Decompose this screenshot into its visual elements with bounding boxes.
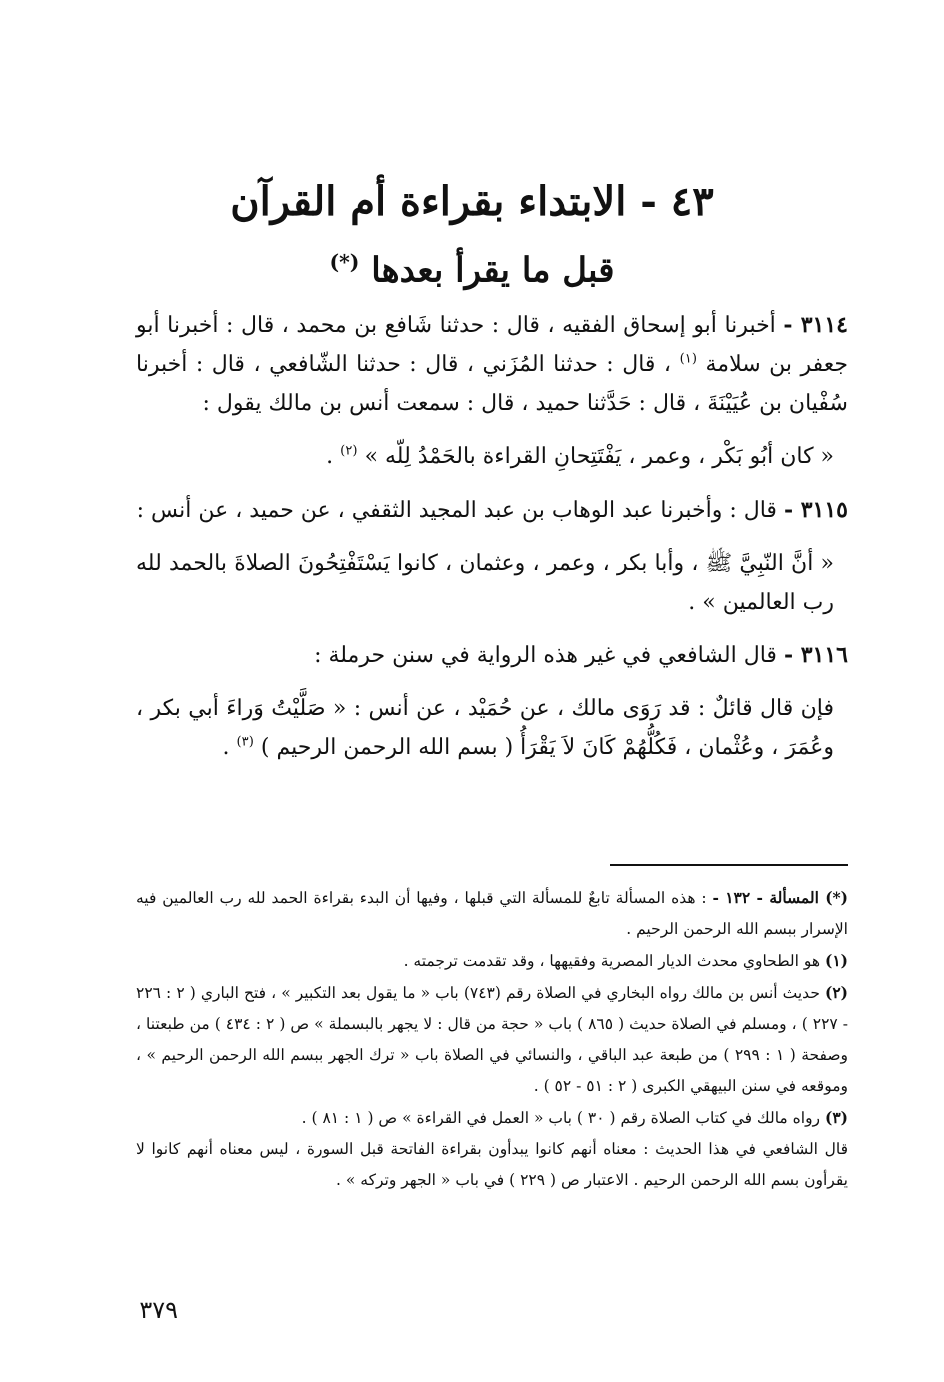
footnote-label: (*) المسألة - ١٣٢ - xyxy=(712,888,848,907)
footnote-2 xyxy=(136,977,848,1102)
hadith-3114 xyxy=(136,306,848,423)
footnote-3-continued xyxy=(136,1134,848,1196)
hadith-text: قال الشافعي في غير هذه الرواية في سنن حرملة : xyxy=(314,643,777,669)
footnote-1 xyxy=(136,945,848,977)
footnote-label: (٣) xyxy=(824,1108,848,1127)
quote-text: « كان أبُو بَكْر ، وعمر ، يَفْتَتِحانِ القراءة بالحَمْدُ لِلّه » xyxy=(364,444,834,470)
footnote-issue xyxy=(136,882,848,945)
page-number: ٣٧٩ xyxy=(139,1296,178,1324)
chapter-title: ٤٣ - الابتداء بقراءة أم القرآن xyxy=(230,178,714,225)
hadith-number: ٣١١٦ - xyxy=(783,642,848,669)
footnote-ref: (٢) xyxy=(340,444,358,460)
quote-text: « أنَّ النّبِيَّ ﷺ ، وأبا بكر ، وعمر ، وعثمان ، كانوا يَسْتَفْتِحُونَ الصلاةَ بالحمد لله رب العالمين » . xyxy=(136,550,834,615)
hadith-text: قال : وأخبرنا عبد الوهاب بن عبد المجيد الثقفي ، عن حميد ، عن أنس : xyxy=(136,497,777,523)
quote-end: . xyxy=(326,444,334,470)
quote-text: فإن قال قائلٌ : قد رَوَى مالك ، عن حُمَيْد ، عن أنس : « صَلَّيْتُ وَراءَ أبي بكر ، وعُمَرَ ، وعُثْمان ، فَكُلُّهُمْ كَانَ لاَ يَقْرَأُ ( بسم الله الرحمن الرحيم ) xyxy=(136,696,834,761)
footnote-3 xyxy=(136,1102,848,1134)
footnote-text: : هذه المسألة تابعٌ للمسألة التي قبلها ، وفيها أن البدء بقراءة الحمد لله رب العالمين فيه الإسرار ببسم الله الرحمن الرحيم . xyxy=(136,889,848,938)
hadith-3116 xyxy=(136,636,848,675)
hadith-3114-quote xyxy=(136,437,848,476)
hadith-number: ٣١١٥ - xyxy=(783,496,848,523)
subtitle-note-mark: (*) xyxy=(329,250,360,274)
hadith-text: أخبرنا أبو إسحاق الفقيه ، قال : حدثنا شَافع بن محمد ، قال : أخبرنا أبو جعفر بن سلامة xyxy=(136,313,848,378)
footnote-label: (٢) xyxy=(824,983,848,1002)
footnote-label: (١) xyxy=(824,951,848,970)
footnote-text: قال الشافعي في هذا الحديث : معناه أنهم كانوا يبدأون بقراءة الفاتحة قبل السورة ، ليس معناه أنهم كانوا لا يقرأون بسم الله الرحمن الرحيم . الاعتبار ص ( ٢٢٩ ) في باب « الجهر وتركه » . xyxy=(136,1140,848,1189)
hadith-3115-quote xyxy=(136,544,848,622)
hadith-text-continued: ، قال : حدثنا المُزَني ، قال : حدثنا الشّافعي ، قال : أخبرنا سُفْيان بن عُيَيْنَةَ ، قال : حَدَّثنا حميد ، قال : سمعت أنس بن مالك يقول : xyxy=(136,352,848,417)
hadith-3115 xyxy=(136,491,848,530)
chapter-subtitle xyxy=(100,250,844,290)
footnote-divider xyxy=(610,864,848,866)
hadith-number: ٣١١٤ - xyxy=(783,312,848,338)
footnotes xyxy=(136,882,848,1196)
footnote-ref: (٣) xyxy=(236,735,254,751)
footnote-text: هو الطحاوي محدث الديار المصرية وفقيهها ، وقد تقدمت ترجمته . xyxy=(403,952,821,970)
hadith-body xyxy=(136,306,848,782)
footnote-text: رواه مالك في كتاب الصلاة رقم ( ٣٠ ) باب « العمل في القراءة » ص ( ١ : ٨١ ) . xyxy=(301,1109,821,1127)
footnote-text: حديث أنس بن مالك رواه البخاري في الصلاة رقم (٧٤٣) باب « ما يقول بعد التكبير » ، فتح الباري ( ٢ : ٢٢٦ - ٢٢٧ ) ، ومسلم في الصلاة حديث ( ٨٦٥ ) باب « حجة من قال : لا يجهر بالبسملة » ص ( ٢ : ٤٣٤ ) من طبعتنا ، وصفحة ( ١ : ٢٩٩ ) من طبعة عبد الباقي ، والنسائي في الصلاة باب « ترك الجهر ببسم الله الرحمن الرحيم » ، وموقعه في سنن البيهقي الكبرى ( ٢ : ٥١ - ٥٢ ) . xyxy=(136,984,849,1095)
subtitle-text: قبل ما يقرأ بعدها xyxy=(371,250,615,291)
hadith-3116-quote xyxy=(136,689,848,767)
quote-end: . xyxy=(222,735,230,761)
footnote-ref: (١) xyxy=(679,351,697,367)
